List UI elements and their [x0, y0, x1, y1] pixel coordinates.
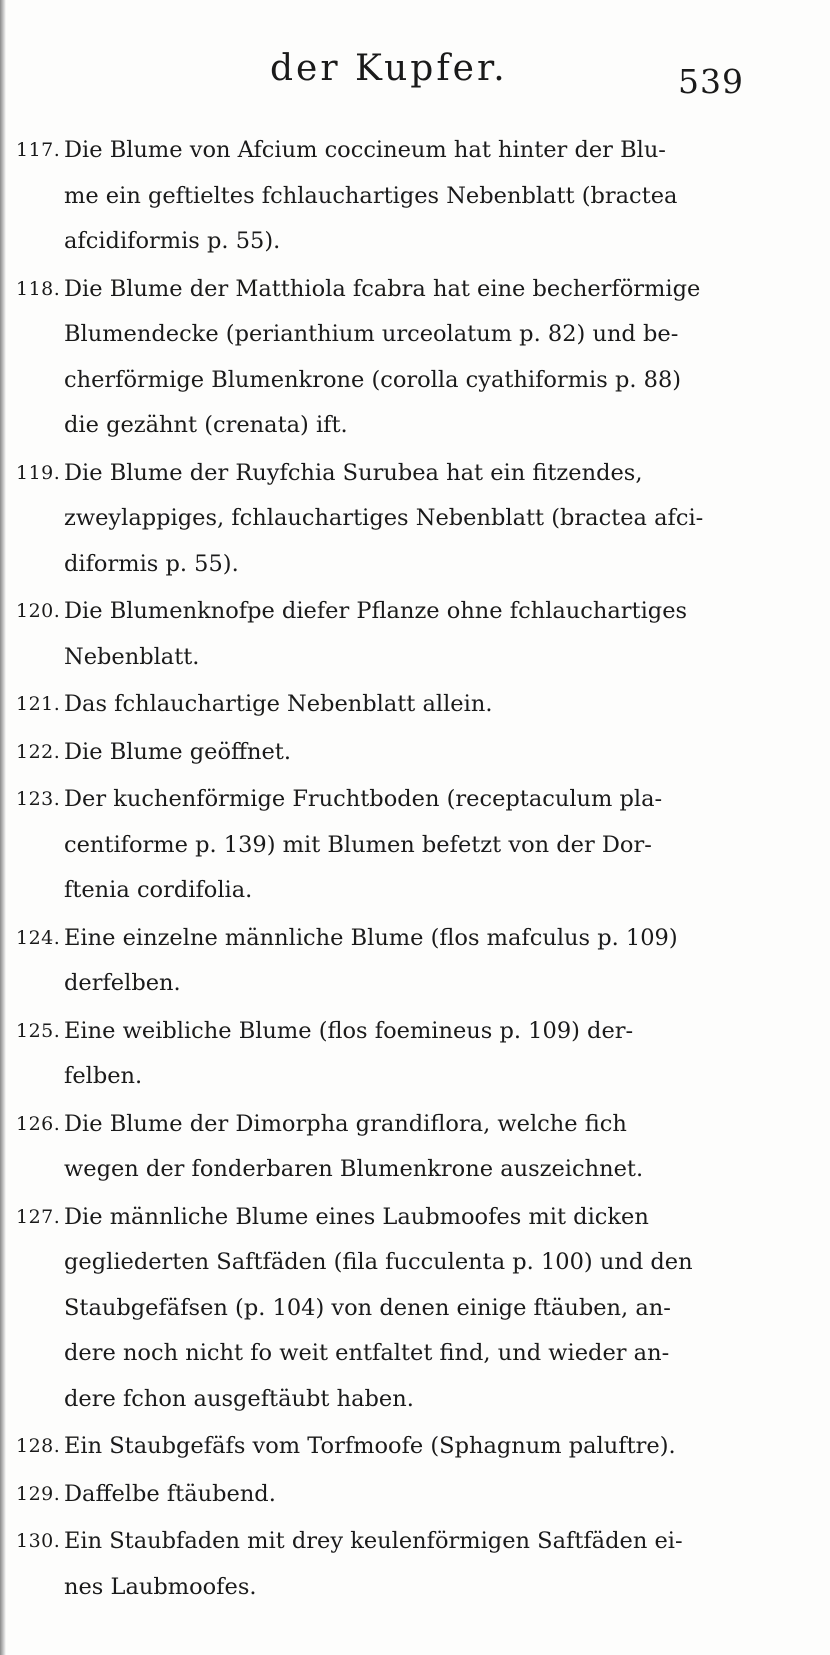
- plate-entry: [16, 777, 776, 914]
- entry-line: Die Blume der Dimorpha grandiflora, welche fich: [64, 1110, 627, 1137]
- entry-text: [64, 1195, 776, 1423]
- entry-line: dere noch nicht fo weit entfaltet find, und wieder an-: [64, 1340, 670, 1366]
- entry-text: [64, 267, 776, 449]
- entry-line: nes Laubmoofes.: [64, 1573, 257, 1600]
- entry-line: cherförmige Blumenkrone (corolla cyathiformis p. 88): [64, 366, 682, 393]
- entry-text: [64, 1009, 776, 1100]
- plate-entry: [16, 1009, 776, 1100]
- entry-number: 117.: [16, 139, 61, 161]
- entry-number: 125.: [16, 1019, 61, 1042]
- entry-line: gegliederten Saftfäden (fila fucculenta p. 100) und den: [64, 1249, 693, 1275]
- entry-number: 128.: [16, 1435, 61, 1457]
- entry-text: [64, 589, 776, 680]
- entry-line: Nebenblatt.: [64, 643, 200, 670]
- plate-entry: [16, 589, 776, 680]
- plate-entry: [16, 128, 776, 265]
- entry-number: 119.: [16, 461, 61, 484]
- entry-number: 123.: [16, 788, 61, 810]
- entry-text: [64, 682, 776, 728]
- plate-explanation-list: [16, 128, 776, 1612]
- plate-entry: [16, 1195, 776, 1423]
- entry-number: 129.: [16, 1482, 61, 1505]
- entry-line: Eine einzelne männliche Blume (flos mafculus p. 109): [64, 924, 678, 951]
- entry-line: Eine weibliche Blume (flos foemineus p. 109) der-: [64, 1017, 634, 1044]
- entry-text: [64, 128, 776, 265]
- entry-line: Staubgefäfsen (p. 104) von denen einige ftäuben, an-: [64, 1294, 671, 1321]
- plate-entry: [16, 451, 776, 588]
- plate-entry: [16, 730, 776, 776]
- plate-entry: [16, 682, 776, 728]
- entry-text: [64, 777, 776, 914]
- entry-line: Ein Staubfaden mit drey keulenförmigen Saftfäden ei-: [64, 1528, 683, 1554]
- page-binding-edge: [0, 0, 6, 1655]
- entry-line: zweylappiges, fchlauchartiges Nebenblatt (bractea afci-: [64, 505, 704, 531]
- entry-line: wegen der fonderbaren Blumenkrone auszeichnet.: [64, 1156, 644, 1182]
- entry-line: afcidiformis p. 55).: [64, 228, 281, 254]
- entry-line: me ein geftieltes fchlauchartiges Nebenblatt (bractea: [64, 182, 678, 209]
- entry-text: [64, 1519, 776, 1610]
- entry-line: Daffelbe ftäubend.: [64, 1480, 276, 1507]
- entry-line: Der kuchenförmige Fruchtboden (receptaculum pla-: [64, 786, 663, 812]
- entry-line: Die Blume von Afcium coccineum hat hinter der Blu-: [64, 137, 666, 163]
- page-number: 539: [678, 62, 744, 101]
- entry-number: 121.: [16, 693, 61, 715]
- plate-entry: [16, 1102, 776, 1193]
- entry-line: die gezähnt (crenata) ift.: [64, 412, 348, 438]
- plate-entry: [16, 1519, 776, 1610]
- entry-number: 126.: [16, 1112, 61, 1135]
- entry-number: 130.: [16, 1530, 61, 1552]
- entry-text: [64, 451, 776, 588]
- entry-line: diformis p. 55).: [64, 550, 239, 577]
- entry-text: [64, 1102, 776, 1193]
- entry-text: [64, 916, 776, 1007]
- plate-entry: [16, 1424, 776, 1470]
- entry-line: centiforme p. 139) mit Blumen befetzt von der Dor-: [64, 831, 652, 858]
- entry-text: [64, 1472, 776, 1518]
- entry-line: Die Blume der Ruyfchia Surubea hat ein fitzendes,: [64, 459, 643, 486]
- entry-text: [64, 730, 776, 776]
- plate-entry: [16, 916, 776, 1007]
- entry-number: 127.: [16, 1205, 61, 1228]
- entry-line: Die Blume der Matthiola fcabra hat eine becherförmige: [64, 275, 701, 302]
- running-title: der Kupfer.: [270, 48, 508, 89]
- entry-line: Ein Staubgefäfs vom Torfmoofe (Sphagnum paluftre).: [64, 1433, 676, 1459]
- entry-number: 124.: [16, 926, 61, 949]
- plate-entry: [16, 1472, 776, 1518]
- entry-line: Die männliche Blume eines Laubmoofes mit dicken: [64, 1203, 649, 1230]
- entry-number: 120.: [16, 600, 61, 622]
- entry-line: Die Blume geöffnet.: [64, 738, 291, 765]
- entry-line: ftenia cordifolia.: [64, 877, 253, 903]
- entry-line: dere fchon ausgeftäubt haben.: [64, 1385, 414, 1412]
- plate-entry: [16, 267, 776, 449]
- entry-line: Blumendecke (perianthium urceolatum p. 82) und be-: [64, 321, 679, 347]
- entry-text: [64, 1424, 776, 1470]
- entry-line: Die Blumenknofpe diefer Pflanze ohne fchlauchartiges: [64, 598, 688, 624]
- entry-line: Das fchlauchartige Nebenblatt allein.: [64, 691, 493, 717]
- entry-number: 118.: [16, 277, 61, 300]
- entry-line: derfelben.: [64, 970, 181, 996]
- entry-number: 122.: [16, 740, 61, 763]
- entry-line: felben.: [64, 1063, 143, 1089]
